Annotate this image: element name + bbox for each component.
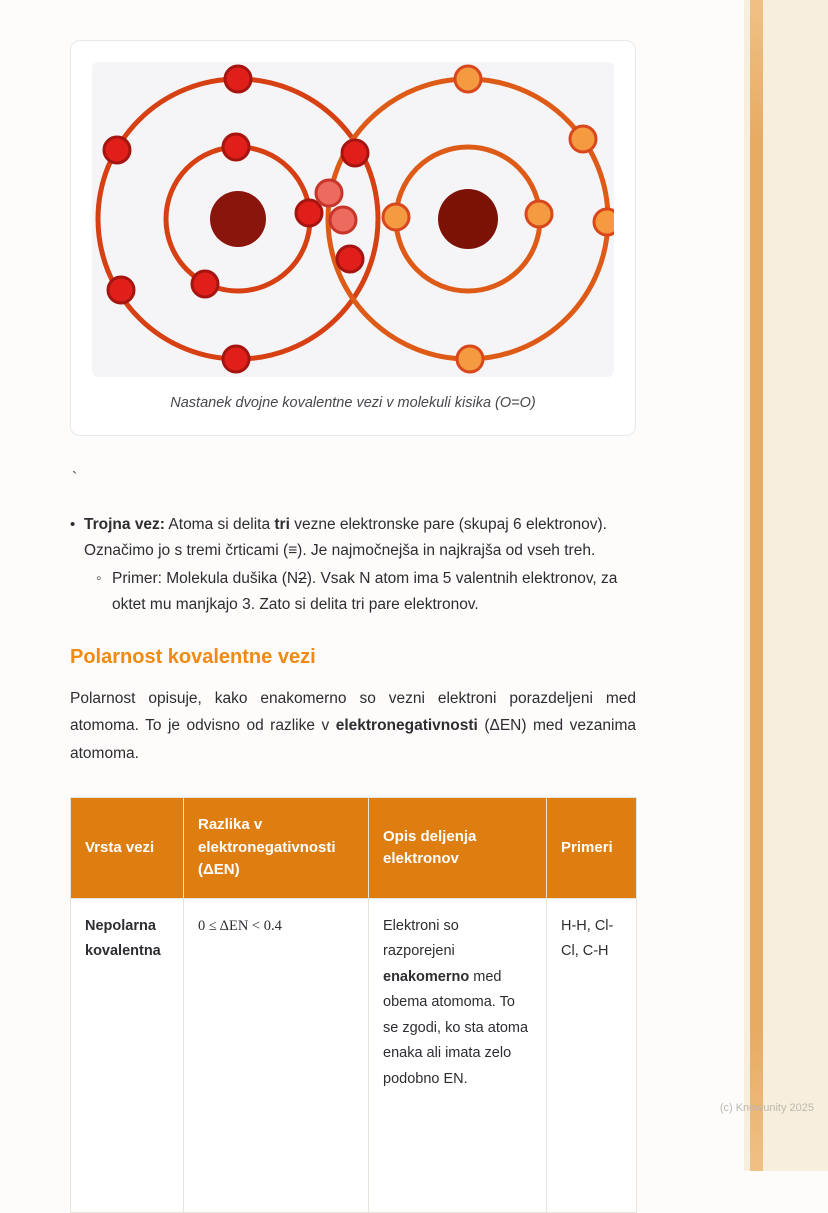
- oxygen-double-bond-diagram: [92, 62, 614, 377]
- stray-backtick: `: [72, 470, 78, 487]
- column-header-delta-en: Razlika v elektronegativnosti (ΔEN): [184, 798, 369, 899]
- cell-examples: H-H, Cl-Cl, C-H: [547, 898, 637, 1213]
- figure-caption: Nastanek dvojne kovalentne vezi v molekuli kisika (O=O): [170, 395, 536, 411]
- page-edge-bar: [750, 0, 763, 1171]
- bullet-triple-bond: [70, 512, 636, 564]
- example-text-2: ). Vsak N atom ima 5 valentnih elektronov, za oktet mu manjkajo 3. Zato si delita tri pare elektronov.: [112, 570, 618, 614]
- cell-description: [369, 898, 547, 1213]
- bullet-list: [70, 512, 636, 618]
- cell-desc-text-1: Elektroni so razporejeni: [383, 917, 459, 960]
- polarity-paragraph: [70, 685, 636, 768]
- example-subscript-2: 2: [298, 570, 307, 588]
- polarity-text-2: (ΔEN) med vezanima atomoma.: [70, 717, 636, 762]
- column-header-examples: Primeri: [547, 798, 637, 899]
- document-page: [70, 40, 636, 1213]
- triple-bond-bold: tri: [274, 516, 290, 533]
- sub-bullet-example-text: [112, 566, 636, 618]
- column-header-description: Opis deljenja elektronov: [369, 798, 547, 899]
- bond-polarity-table: [70, 797, 637, 1213]
- watermark: (c) Knowunity 2025: [719, 1102, 814, 1114]
- bullet-disc-marker: •: [70, 516, 76, 533]
- bond-diagram-panel: [92, 62, 614, 377]
- triple-bond-text-1: Atoma si delita: [164, 516, 275, 533]
- bullet-circle-marker: ◦: [96, 570, 102, 588]
- triple-bond-text-2: vezne elektronske pare (skupaj 6 elektronov). Označimo jo s tremi črticami (≡). Je najmočnejša in najkrajša od vseh treh.: [84, 516, 607, 560]
- cell-bond-type: Nepolarna kovalentna: [71, 898, 184, 1213]
- sub-bullet-example: [96, 566, 636, 618]
- cell-delta-en: 0 ≤ ΔEN < 0.4: [184, 898, 369, 1213]
- example-text-1: Primer: Molekula dušika (N: [112, 570, 299, 588]
- cell-desc-bold: enakomerno: [383, 968, 470, 985]
- polarity-text-1: Polarnost opisuje, kako enakomerno so vezni elektroni porazdeljeni med atomoma. To je odvisno od razlike v: [70, 689, 636, 735]
- bullet-triple-bond-text: [84, 512, 636, 564]
- table-header-row: [71, 798, 637, 899]
- right-atom-electrons: [383, 66, 614, 372]
- section-heading-polarity: Polarnost kovalentne vezi: [70, 646, 316, 669]
- cell-desc-text-2: med obema atomoma. To se zgodi, ko sta atoma enaka ali imata zelo podobno EN.: [383, 968, 529, 1087]
- figure-card: [70, 40, 636, 436]
- polarity-bold-electronegativity: elektronegativnosti: [335, 717, 478, 735]
- page-edge-rail: [744, 0, 828, 1171]
- table-row: [71, 898, 637, 1213]
- column-header-bond-type: Vrsta vezi: [71, 798, 184, 899]
- triple-bond-label: Trojna vez:: [84, 516, 165, 533]
